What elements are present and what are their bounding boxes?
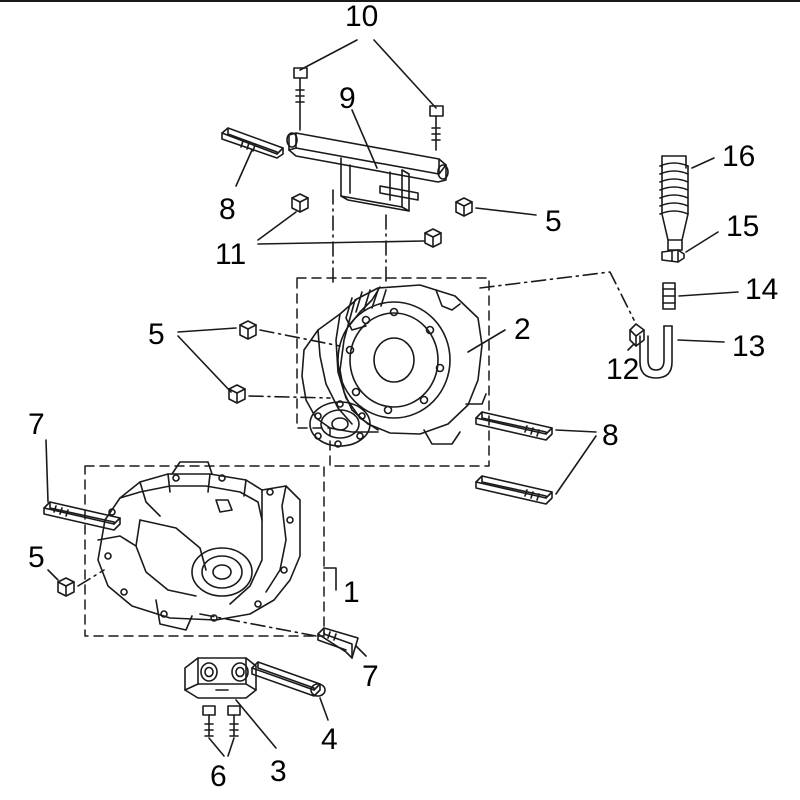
callout-8-top: 8 (219, 193, 236, 226)
callout-14: 14 (745, 273, 779, 306)
stud-7-lower (318, 628, 358, 658)
stud-7-upper (44, 502, 120, 530)
nut-5-mid-upper (240, 321, 256, 339)
rod-8-lower (476, 476, 552, 504)
nut-5-mid-lower (229, 385, 245, 403)
callout-16: 16 (722, 140, 756, 173)
callout-8-mid: 8 (602, 419, 619, 452)
transmission-body (98, 462, 300, 630)
callout-12: 12 (606, 353, 640, 386)
nut-5-top (456, 198, 472, 216)
callout-10: 10 (345, 0, 379, 33)
hose-connector-14 (663, 283, 675, 309)
nut-11-right (425, 229, 441, 247)
rod-8-upper (476, 412, 552, 440)
rod-8-top (222, 128, 283, 158)
bolt-6-left (203, 706, 215, 736)
bracket-bolt-4 (252, 662, 325, 696)
transmission-box (85, 466, 324, 636)
bolt-6-right (228, 706, 240, 736)
nut-5-low (58, 578, 74, 596)
rear-mount-bracket-3 (185, 658, 256, 698)
transfer-case-box (297, 278, 489, 466)
breather-boot-16 (660, 156, 688, 250)
callout-5-top: 5 (545, 205, 562, 238)
callout-1: 1 (343, 576, 360, 609)
callout-7-right: 7 (362, 660, 379, 693)
nut-11-left (292, 194, 308, 212)
callout-11: 11 (215, 238, 247, 271)
callout-2: 2 (514, 313, 531, 346)
hose-pin-15 (662, 250, 684, 262)
callout-6: 6 (210, 760, 227, 793)
callout-4: 4 (321, 723, 338, 756)
callout-7-left: 7 (28, 408, 45, 441)
bolt-10-left (294, 68, 307, 130)
callout-9: 9 (339, 82, 356, 115)
callout-5-low: 5 (28, 541, 45, 574)
bolt-10-right (430, 106, 443, 150)
transfer-case-body (302, 285, 486, 447)
breather-clip-12 (630, 324, 644, 346)
callout-13: 13 (732, 330, 766, 363)
callout-5-mid: 5 (148, 318, 165, 351)
callout-15: 15 (726, 210, 760, 243)
callout-3: 3 (270, 755, 287, 788)
